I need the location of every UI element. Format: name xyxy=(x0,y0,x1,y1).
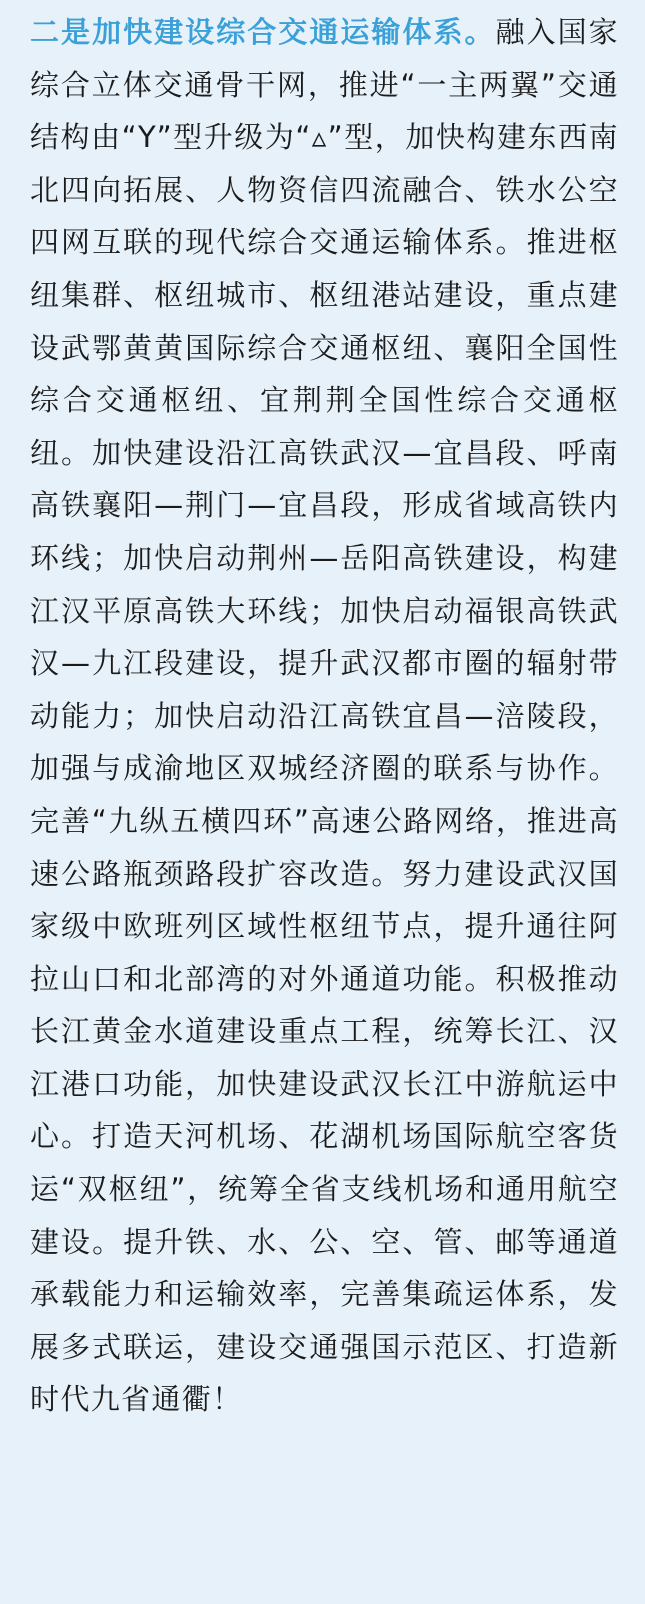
section-heading: 二是加快建设综合交通运输体系。 xyxy=(30,15,496,49)
article-paragraph xyxy=(30,6,619,1426)
paragraph-body: 融入国家综合立体交通骨干网，推进“一主两翼”交通结构由“Y”型升级为“▵”型，加快构建东西南北四向拓展、人物资信四流融合、铁水公空四网互联的现代综合交通运输体系。推进枢纽集群、枢纽城市、枢纽港站建设，重点建设武鄂黄黄国际综合交通枢纽、襄阳全国性综合交通枢纽、宜荆荆全国性综合交通枢纽。加快建设沿江高铁武汉—宜昌段、呼南高铁襄阳—荆门—宜昌段，形成省域高铁内环线；加快启动荆州—岳阳高铁建设，构建江汉平原高铁大环线；加快启动福银高铁武汉—九江段建设，提升武汉都市圈的辐射带动能力；加快启动沿江高铁宜昌—涪陵段，加强与成渝地区双城经济圈的联系与协作。完善“九纵五横四环”高速公路网络，推进高速公路瓶颈路段扩容改造。努力建设武汉国家级中欧班列区域性枢纽节点，提升通往阿拉山口和北部湾的对外通道功能。积极推动长江黄金水道建设重点工程，统筹长江、汉江港口功能，加快建设武汉长江中游航运中心。打造天河机场、花湖机场国际航空客货运“双枢纽”，统筹全省支线机场和通用航空建设。提升铁、水、公、空、管、邮等通道承载能力和运输效率，完善集疏运体系，发展多式联运，建设交通强国示范区、打造新时代九省通衢！ xyxy=(30,15,619,1417)
